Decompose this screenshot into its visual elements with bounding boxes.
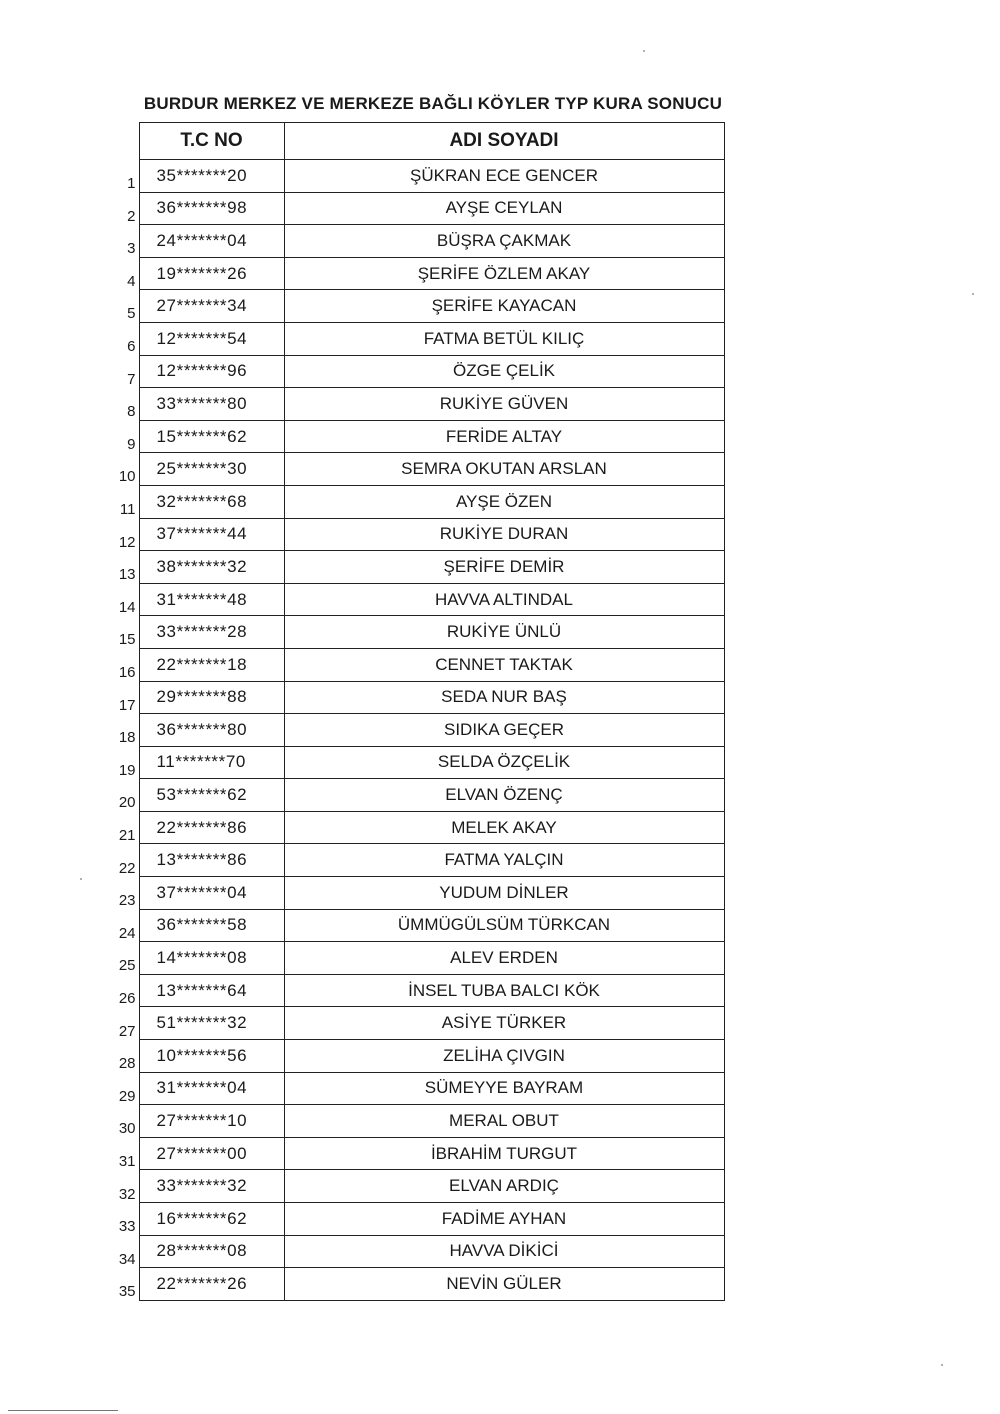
table-row [110,420,724,453]
row-number: 9 [127,435,136,453]
table-row [110,453,724,486]
row-number: 29 [118,1087,136,1105]
table-row [110,1007,724,1040]
row-number: 20 [118,794,136,812]
table-row [110,844,724,877]
table-row [110,877,724,910]
row-number: 12 [118,533,136,551]
tc-no-cell: 16*******62 [139,1203,284,1236]
row-number: 11 [119,501,136,519]
row-number: 31 [118,1152,136,1170]
full-name-cell: ŞERİFE DEMİR [284,551,724,584]
scan-speck [643,50,645,52]
row-number: 34 [118,1250,136,1268]
tc-no-cell: 31*******04 [139,1072,284,1105]
full-name-cell: HAVVA ALTINDAL [284,583,724,616]
row-number: 22 [118,859,136,877]
table-row [110,1072,724,1105]
full-name-cell: FADİME AYHAN [284,1203,724,1236]
table-row [110,1203,724,1236]
row-number: 35 [118,1283,136,1301]
row-number: 18 [118,729,136,747]
table-row [110,779,724,812]
row-number-header [110,123,139,160]
tc-no-cell: 28*******08 [139,1235,284,1268]
full-name-cell: ÜMMÜGÜLSÜM TÜRKCAN [284,909,724,942]
table-row [110,355,724,388]
full-name-cell: HAVVA DİKİCİ [284,1235,724,1268]
document-title: BURDUR MERKEZ VE MERKEZE BAĞLI KÖYLER TYP KURA SONUCU [143,94,723,113]
full-name-cell: ZELİHA ÇIVGIN [284,1040,724,1073]
row-number: 4 [127,272,136,290]
full-name-cell: FERİDE ALTAY [284,420,724,453]
row-number: 7 [127,370,136,388]
full-name-cell: NEVİN GÜLER [284,1268,724,1301]
tc-no-cell: 29*******88 [139,681,284,714]
tc-no-cell: 27*******10 [139,1105,284,1138]
row-number: 6 [127,338,136,356]
tc-no-cell: 37*******04 [139,877,284,910]
full-name-cell: FATMA BETÜL KILIÇ [284,322,724,355]
row-number: 2 [127,207,136,225]
table-row [110,909,724,942]
scan-speck [941,1364,943,1366]
table-row [110,551,724,584]
row-number: 28 [118,1055,136,1073]
row-number: 19 [118,761,136,779]
full-name-cell: MELEK AKAY [284,811,724,844]
tc-no-cell: 24*******04 [139,225,284,258]
table-row [110,648,724,681]
tc-no-cell: 32*******68 [139,485,284,518]
full-name-cell: AYŞE CEYLAN [284,192,724,225]
full-name-cell: ALEV ERDEN [284,942,724,975]
tc-no-cell: 36*******98 [139,192,284,225]
full-name-cell: ASİYE TÜRKER [284,1007,724,1040]
row-number: 15 [118,631,136,649]
scan-speck [80,878,82,880]
full-name-cell: SEDA NUR BAŞ [284,681,724,714]
full-name-cell: RUKİYE DURAN [284,518,724,551]
tc-no-cell: 33*******28 [139,616,284,649]
table-row [110,1137,724,1170]
table-row [110,583,724,616]
table-row [110,322,724,355]
tc-no-cell: 33*******80 [139,388,284,421]
tc-no-cell: 12*******54 [139,322,284,355]
row-number: 13 [118,566,136,584]
tc-no-cell: 37*******44 [139,518,284,551]
row-number: 5 [127,305,136,323]
row-number: 33 [118,1218,136,1236]
row-number: 21 [118,826,136,844]
full-name-cell: YUDUM DİNLER [284,877,724,910]
tc-no-cell: 14*******08 [139,942,284,975]
tc-no-cell: 15*******62 [139,420,284,453]
full-name-cell: SEMRA OKUTAN ARSLAN [284,453,724,486]
table-row [110,681,724,714]
row-number: 27 [118,1022,136,1040]
table-row [110,1170,724,1203]
tc-no-cell: 12*******96 [139,355,284,388]
tc-no-header: T.C NO [139,123,284,160]
lottery-results-table [110,122,725,1301]
table-row [110,388,724,421]
full-name-cell: SIDIKA GEÇER [284,714,724,747]
full-name-cell: ŞÜKRAN ECE GENCER [284,160,724,193]
tc-no-cell: 38*******32 [139,551,284,584]
full-name-cell: ŞERİFE KAYACAN [284,290,724,323]
row-number: 16 [118,664,136,681]
table-row [110,290,724,323]
name-header: ADI SOYADI [284,123,724,160]
full-name-cell: İBRAHİM TURGUT [284,1137,724,1170]
row-number: 1 [127,175,136,193]
full-name-cell: BÜŞRA ÇAKMAK [284,225,724,258]
tc-no-cell: 22*******18 [139,648,284,681]
table-row [110,192,724,225]
tc-no-cell: 33*******32 [139,1170,284,1203]
full-name-cell: RUKİYE ÜNLÜ [284,616,724,649]
tc-no-cell: 27*******34 [139,290,284,323]
table-row [110,485,724,518]
tc-no-cell: 10*******56 [139,1040,284,1073]
full-name-cell: ÖZGE ÇELİK [284,355,724,388]
row-number: 26 [118,989,136,1007]
tc-no-cell: 22*******86 [139,811,284,844]
table-row [110,714,724,747]
row-number: 24 [118,924,136,942]
table-row [110,974,724,1007]
tc-no-cell: 31*******48 [139,583,284,616]
tc-no-cell: 22*******26 [139,1268,284,1301]
scan-edge-line [8,1410,118,1411]
row-number: 17 [118,696,136,714]
tc-no-cell: 27*******00 [139,1137,284,1170]
table-row [110,942,724,975]
tc-no-cell: 53*******62 [139,779,284,812]
full-name-cell: AYŞE ÖZEN [284,485,724,518]
table-row [110,811,724,844]
full-name-cell: İNSEL TUBA BALCI KÖK [284,974,724,1007]
full-name-cell: ELVAN ARDIÇ [284,1170,724,1203]
tc-no-cell: 11*******70 [139,746,284,779]
tc-no-cell: 35*******20 [139,160,284,193]
row-number: 30 [118,1120,136,1138]
full-name-cell: ŞERİFE ÖZLEM AKAY [284,257,724,290]
tc-no-cell: 25*******30 [139,453,284,486]
table-header-row [110,123,724,160]
table-row [110,225,724,258]
table-row [110,160,724,193]
table-row [110,518,724,551]
row-number: 8 [127,403,136,421]
table-body [110,160,724,1301]
row-number: 32 [118,1185,136,1203]
full-name-cell: RUKİYE GÜVEN [284,388,724,421]
row-number: 23 [118,892,136,910]
full-name-cell: FATMA YALÇIN [284,844,724,877]
tc-no-cell: 51*******32 [139,1007,284,1040]
full-name-cell: SELDA ÖZÇELİK [284,746,724,779]
row-number: 3 [127,240,136,258]
scan-speck [972,293,974,295]
table-row [110,1040,724,1073]
full-name-cell: CENNET TAKTAK [284,648,724,681]
full-name-cell: SÜMEYYE BAYRAM [284,1072,724,1105]
tc-no-cell: 36*******58 [139,909,284,942]
table-row [110,257,724,290]
tc-no-cell: 13*******86 [139,844,284,877]
tc-no-cell: 19*******26 [139,257,284,290]
row-number: 14 [118,598,136,616]
row-number: 10 [118,468,136,486]
tc-no-cell: 13*******64 [139,974,284,1007]
full-name-cell: ELVAN ÖZENÇ [284,779,724,812]
table-row [110,746,724,779]
row-number: 25 [118,957,136,975]
tc-no-cell: 36*******80 [139,714,284,747]
full-name-cell: MERAL OBUT [284,1105,724,1138]
table-row [110,1105,724,1138]
table-row [110,616,724,649]
results-sheet [110,122,730,1301]
table-row [110,1268,724,1301]
table-row [110,1235,724,1268]
